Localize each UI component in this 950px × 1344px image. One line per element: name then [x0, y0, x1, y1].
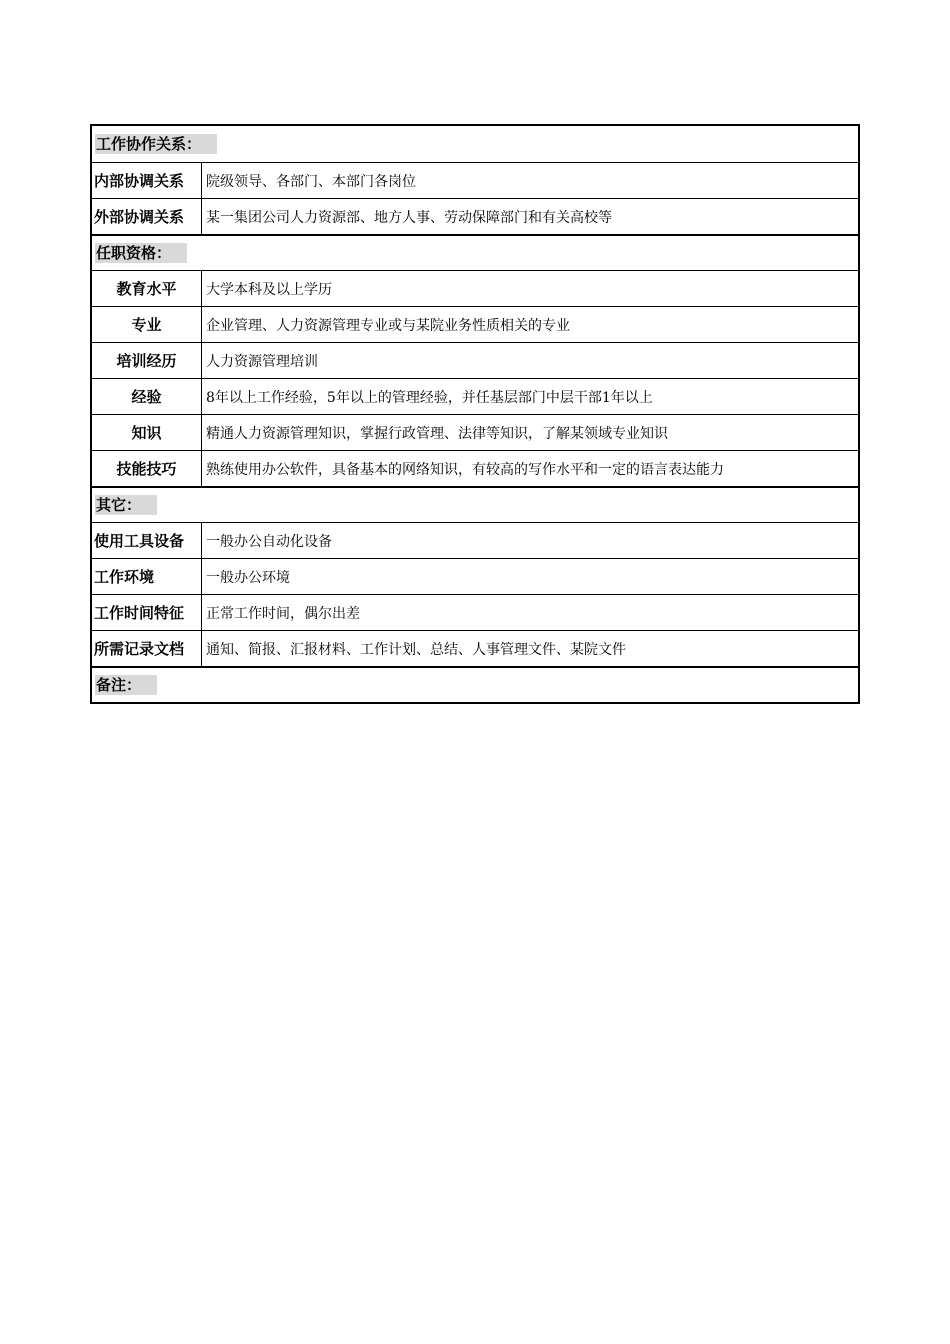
row-label: 内部协调关系: [92, 163, 202, 198]
row-value: 一般办公环境: [206, 569, 290, 586]
table-row: [92, 342, 858, 378]
table-row: [92, 594, 858, 630]
row-value: 企业管理、人力资源管理专业或与某院业务性质相关的专业: [206, 317, 570, 334]
row-label: 使用工具设备: [92, 523, 202, 558]
table-row: [92, 450, 858, 486]
table-row: [92, 198, 858, 234]
table-row: [92, 306, 858, 342]
section-collaboration-header: [92, 126, 858, 162]
row-value: 院级领导、各部门、本部门各岗位: [206, 173, 416, 190]
row-label: 工作环境: [92, 559, 202, 594]
table-row: [92, 162, 858, 198]
section-title: 任职资格：: [95, 243, 187, 263]
section-other-header: [92, 486, 858, 522]
row-label: 专业: [92, 307, 202, 342]
row-label: 经验: [92, 379, 202, 414]
job-spec-table: [90, 124, 860, 704]
row-label: 技能技巧: [92, 451, 202, 486]
row-label: 工作时间特征: [92, 595, 202, 630]
row-label: 知识: [92, 415, 202, 450]
row-value: 一般办公自动化设备: [206, 533, 332, 550]
section-qualifications-header: [92, 234, 858, 270]
row-value: 人力资源管理培训: [206, 353, 318, 370]
table-row: [92, 558, 858, 594]
row-value: 大学本科及以上学历: [206, 281, 332, 298]
section-remarks-header: [92, 666, 858, 702]
row-label: 培训经历: [92, 343, 202, 378]
section-title: 备注：: [95, 675, 157, 695]
section-title: 其它：: [95, 495, 157, 515]
table-row: [92, 378, 858, 414]
row-label: 外部协调关系: [92, 199, 202, 234]
table-row: [92, 414, 858, 450]
row-value: 通知、简报、汇报材料、工作计划、总结、人事管理文件、某院文件: [206, 641, 626, 658]
table-row: [92, 630, 858, 666]
row-value: 某一集团公司人力资源部、地方人事、劳动保障部门和有关高校等: [206, 209, 612, 226]
table-row: [92, 270, 858, 306]
section-title: 工作协作关系：: [95, 134, 217, 154]
row-value: 正常工作时间，偶尔出差: [206, 605, 360, 622]
row-value: 熟练使用办公软件，具备基本的网络知识，有较高的写作水平和一定的语言表达能力: [206, 461, 724, 478]
table-row: [92, 522, 858, 558]
row-label: 教育水平: [92, 271, 202, 306]
row-value: 8年以上工作经验，5年以上的管理经验，并任基层部门中层干部1年以上: [206, 389, 653, 406]
row-label: 所需记录文档: [92, 631, 202, 666]
row-value: 精通人力资源管理知识，掌握行政管理、法律等知识，了解某领域专业知识: [206, 425, 668, 442]
